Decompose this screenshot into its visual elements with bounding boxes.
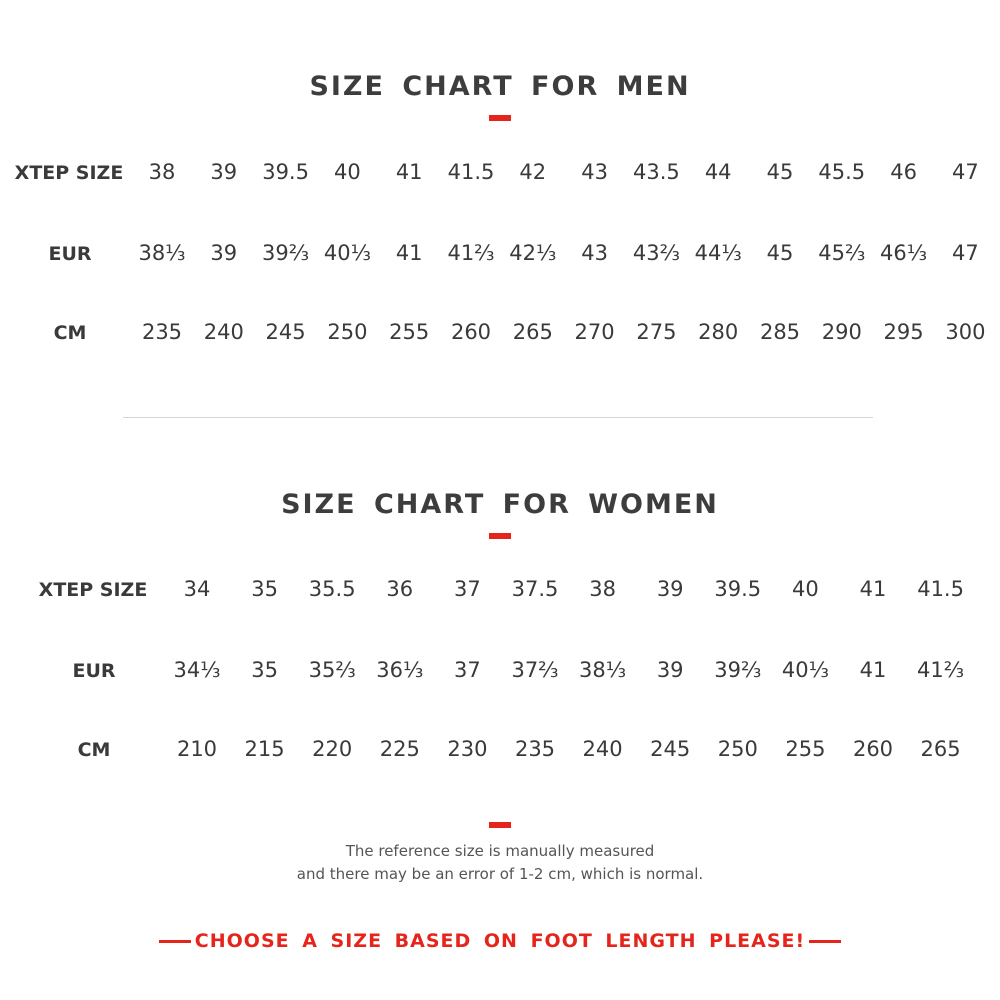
women-cm-cell: 265 bbox=[920, 737, 961, 761]
men-cm-cell: 255 bbox=[389, 320, 430, 344]
men-eur-cell: 39 bbox=[210, 241, 238, 265]
men-xtep-cell: 38 bbox=[148, 160, 176, 184]
women-cm-cell: 215 bbox=[244, 737, 285, 761]
women-cm-cell: 260 bbox=[852, 737, 894, 761]
men-cm-label: CM bbox=[53, 322, 87, 344]
women-cm-cell: 255 bbox=[785, 737, 826, 761]
women-xtep-cell: 35 bbox=[251, 577, 278, 601]
women-eur-label: EUR bbox=[72, 660, 116, 682]
men-eur-cell: 42⅓ bbox=[509, 241, 557, 265]
women-chart-title: SIZE CHART FOR WOMEN bbox=[281, 489, 719, 520]
women-xtep-cell: 41 bbox=[859, 577, 887, 601]
men-cm-cell: 275 bbox=[636, 320, 677, 344]
women-cm-cell: 230 bbox=[447, 737, 488, 761]
women-eur-cell: 39⅔ bbox=[714, 658, 762, 682]
women-xtep-label: XTEP SIZE bbox=[38, 579, 148, 601]
women-eur-cell: 41 bbox=[859, 658, 887, 682]
note-line-2: and there may be an error of 1-2 cm, which is normal. bbox=[296, 865, 704, 883]
women-title-accent bbox=[489, 533, 511, 539]
women-eur-cell: 41⅔ bbox=[917, 658, 965, 682]
women-cm-cell: 240 bbox=[582, 737, 623, 761]
men-eur-cell: 41⅔ bbox=[447, 241, 495, 265]
women-eur-cell: 35 bbox=[251, 658, 278, 682]
men-xtep-cell: 43.5 bbox=[633, 160, 680, 184]
note-line-1: The reference size is manually measured bbox=[345, 842, 655, 860]
women-cm-cell: 225 bbox=[379, 737, 420, 761]
men-xtep-cell: 39 bbox=[210, 160, 238, 184]
men-eur-cell: 45 bbox=[766, 241, 794, 265]
men-eur-cell: 38⅓ bbox=[138, 241, 186, 265]
men-cm-cell: 285 bbox=[759, 320, 801, 344]
men-eur-cell: 46⅓ bbox=[880, 241, 928, 265]
men-xtep-cell: 45.5 bbox=[818, 160, 866, 184]
women-cm-cell: 245 bbox=[650, 737, 691, 761]
men-eur-cell: 45⅔ bbox=[818, 241, 866, 265]
men-cm-cell: 260 bbox=[450, 320, 492, 344]
men-cm-cell: 265 bbox=[512, 320, 553, 344]
men-cm-cell: 235 bbox=[141, 320, 183, 344]
men-xtep-cell: 46 bbox=[890, 160, 917, 184]
men-cm-cell: 280 bbox=[698, 320, 739, 344]
section-divider bbox=[123, 417, 873, 418]
men-cm-cell: 295 bbox=[883, 320, 924, 344]
men-xtep-cell: 47 bbox=[952, 160, 979, 184]
men-eur-label: EUR bbox=[48, 243, 92, 265]
women-eur-cell: 34⅓ bbox=[173, 658, 221, 682]
women-xtep-cell: 37.5 bbox=[511, 577, 559, 601]
women-eur-cell: 37 bbox=[454, 658, 481, 682]
men-title-accent bbox=[489, 115, 511, 121]
women-xtep-cell: 34 bbox=[183, 577, 211, 601]
men-eur-cell: 43 bbox=[581, 241, 608, 265]
men-eur-cell: 41 bbox=[395, 241, 423, 265]
women-xtep-cell: 35.5 bbox=[308, 577, 356, 601]
women-xtep-cell: 36 bbox=[386, 577, 414, 601]
women-eur-cell: 40⅓ bbox=[781, 658, 829, 682]
men-xtep-cell: 44 bbox=[704, 160, 732, 184]
men-eur-cell: 43⅔ bbox=[632, 241, 680, 265]
men-cm-cell: 290 bbox=[821, 320, 862, 344]
men-xtep-cell: 40 bbox=[334, 160, 361, 184]
note-accent bbox=[489, 822, 511, 828]
men-eur-cell: 47 bbox=[952, 241, 979, 265]
women-cm-cell: 235 bbox=[514, 737, 556, 761]
women-eur-cell: 38⅓ bbox=[579, 658, 627, 682]
women-xtep-cell: 37 bbox=[454, 577, 481, 601]
men-xtep-label: XTEP SIZE bbox=[14, 162, 124, 184]
women-xtep-cell: 38 bbox=[589, 577, 616, 601]
men-chart-title: SIZE CHART FOR MEN bbox=[309, 71, 691, 102]
women-xtep-cell: 39.5 bbox=[714, 577, 762, 601]
women-xtep-cell: 41.5 bbox=[917, 577, 964, 601]
women-cm-cell: 210 bbox=[176, 737, 218, 761]
women-eur-cell: 35⅔ bbox=[308, 658, 356, 682]
women-cm-cell: 220 bbox=[312, 737, 353, 761]
men-xtep-cell: 45 bbox=[766, 160, 794, 184]
men-xtep-cell: 43 bbox=[581, 160, 608, 184]
men-xtep-cell: 41.5 bbox=[447, 160, 495, 184]
men-cm-cell: 300 bbox=[945, 320, 986, 344]
women-cm-label: CM bbox=[77, 739, 111, 761]
men-eur-cell: 39⅔ bbox=[262, 241, 310, 265]
women-xtep-cell: 39 bbox=[656, 577, 684, 601]
men-cm-cell: 245 bbox=[265, 320, 306, 344]
men-xtep-cell: 42 bbox=[519, 160, 547, 184]
men-eur-cell: 40⅓ bbox=[323, 241, 371, 265]
cta-left-line bbox=[159, 940, 191, 943]
men-cm-cell: 250 bbox=[327, 320, 368, 344]
cta-text: CHOOSE A SIZE BASED ON FOOT LENGTH PLEASE! bbox=[194, 930, 806, 952]
women-eur-cell: 37⅔ bbox=[511, 658, 559, 682]
women-xtep-cell: 40 bbox=[792, 577, 819, 601]
men-xtep-cell: 39.5 bbox=[262, 160, 309, 184]
men-cm-cell: 270 bbox=[574, 320, 615, 344]
women-cm-cell: 250 bbox=[717, 737, 758, 761]
women-eur-cell: 39 bbox=[656, 658, 684, 682]
men-xtep-cell: 41 bbox=[395, 160, 423, 184]
men-cm-cell: 240 bbox=[203, 320, 244, 344]
women-eur-cell: 36⅓ bbox=[376, 658, 424, 682]
men-eur-cell: 44⅓ bbox=[694, 241, 742, 265]
cta-banner bbox=[0, 926, 1000, 956]
cta-right-line bbox=[809, 940, 841, 943]
